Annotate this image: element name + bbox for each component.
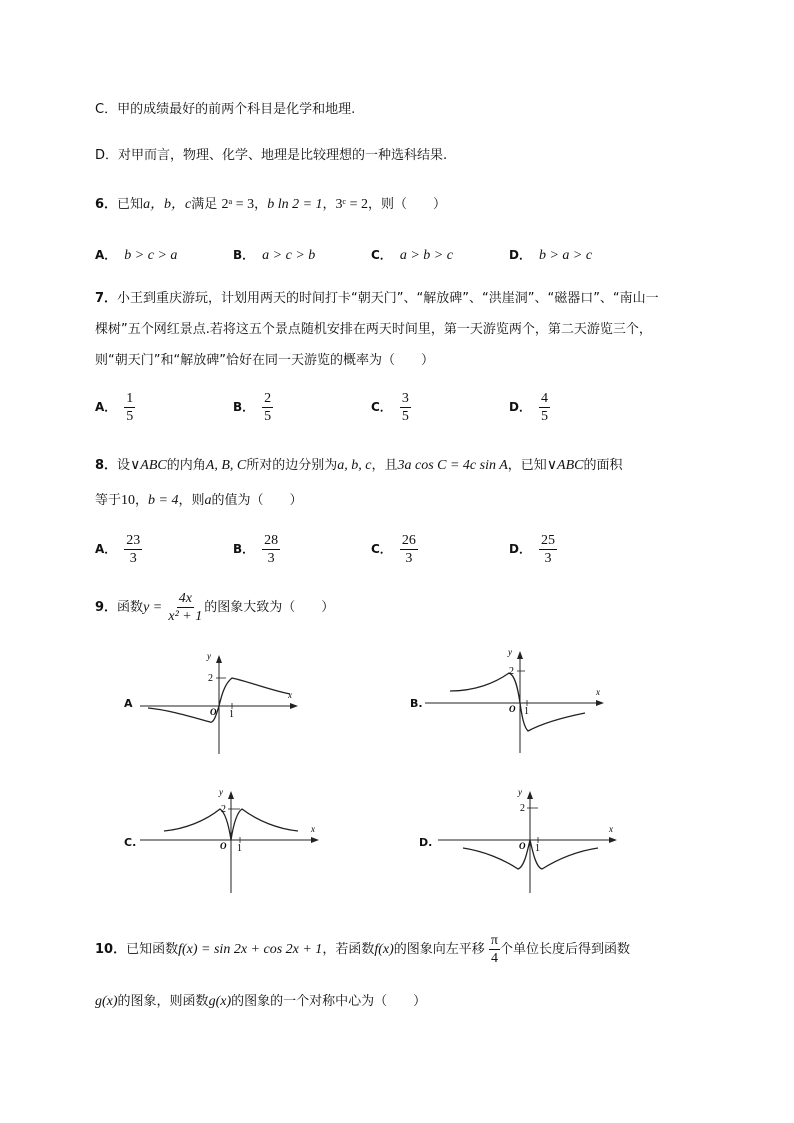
q6-option-b [233, 245, 315, 266]
y-label: y [508, 647, 512, 657]
q9-text: 的图象大致为（ ） [204, 600, 335, 615]
q10-text: 的图象的一个对称中心为（ ） [231, 994, 427, 1009]
denominator: 3 [544, 551, 552, 566]
denominator: 3 [267, 551, 275, 566]
y-label: y [219, 787, 223, 797]
denominator: 5 [264, 409, 272, 424]
option-text: b > a > c [538, 248, 593, 263]
q10-fraction [489, 932, 500, 967]
q8-text: 的面积 [583, 458, 623, 473]
y-tick-label: 2 [509, 666, 514, 677]
q7-line-1 [95, 289, 659, 309]
graph-a-label: A [124, 697, 133, 710]
origin-label: O [519, 841, 526, 851]
x-tick-label: 1 [535, 843, 540, 854]
q9-lhs: y = [143, 600, 163, 615]
fraction [262, 390, 273, 425]
q10-text: 的图象，则函数 [117, 994, 209, 1009]
x-tick-label: 1 [237, 843, 242, 854]
option-label: A． [95, 400, 117, 414]
option-label: D． [509, 400, 531, 414]
q10-function: f(x) = sin 2x + cos 2x + 1 [178, 942, 323, 957]
origin-label: O [220, 841, 227, 851]
q10-line-1 [95, 930, 630, 970]
y-arrow-icon [527, 791, 533, 799]
y-label: y [518, 787, 522, 797]
curve [450, 673, 585, 731]
numerator: 23 [126, 533, 141, 548]
fraction [539, 390, 550, 425]
q8-option-a [95, 532, 142, 567]
numerator: 26 [401, 533, 416, 548]
q10-line-2 [95, 992, 426, 1012]
q6-text-1: 已知 [117, 197, 144, 212]
graph-b-label: B. [410, 697, 423, 710]
q8-equation: 3a cos C = 4c sin A [397, 458, 508, 473]
q7-option-b [233, 390, 273, 425]
graph-a [140, 650, 305, 755]
option-label: B． [233, 248, 255, 262]
fraction [124, 532, 142, 567]
denominator: 5 [401, 409, 409, 424]
denominator: 5 [126, 409, 134, 424]
q8-text: ，则 [178, 493, 205, 508]
q6-option-a [95, 245, 177, 266]
graph-b [425, 645, 610, 755]
q5-option-d: D．对甲而言，物理、化学、地理是比较理想的一种选科结果. [95, 148, 448, 163]
y-arrow-icon [216, 655, 222, 663]
q8-text: ， [135, 493, 149, 508]
q8-b-value: b = 4 [148, 493, 179, 508]
q9-text: 函数 [117, 600, 144, 615]
graph-c-label: C. [124, 836, 137, 849]
y-tick-label: 2 [520, 803, 525, 814]
fraction [400, 532, 418, 567]
q8-number: 8． [95, 458, 118, 473]
numerator: 3 [401, 391, 409, 406]
fraction [124, 390, 135, 425]
option-label: C． [371, 248, 392, 262]
y-tick-label: 2 [221, 804, 226, 815]
x-label: x [311, 824, 315, 834]
q5-option-c: C．甲的成绩最好的前两个科目是化学和地理. [95, 102, 356, 117]
q8-option-b [233, 532, 280, 567]
numerator: 4x [178, 591, 192, 606]
option-label: C． [371, 400, 392, 414]
q6-cond-2: b ln 2 = 1 [267, 197, 323, 212]
q8-triangle: ∨ABC [546, 458, 584, 473]
q6-stem: 6．已知a，b，c满足 2ᵃ = 3，b ln 2 = 1，3ᶜ = 2，则（ ） [95, 197, 447, 212]
q10-text: ，若函数 [322, 942, 375, 957]
x-label: x [596, 687, 600, 697]
q8-line-2 [95, 491, 303, 511]
q8-text: 设 [117, 458, 131, 473]
option-label: B． [233, 542, 255, 556]
q8-text: 的内角 [166, 458, 206, 473]
q10-text: 的图象向左平移 [393, 942, 485, 957]
q6-text-2: 满足 [191, 197, 218, 212]
denominator: 4 [490, 951, 498, 966]
q9-fraction [166, 590, 204, 625]
q6-text-3: ，则（ ） [368, 197, 447, 212]
q7-option-d [509, 390, 550, 425]
q7-number: 7． [95, 291, 118, 306]
q8-triangle: ∨ABC [130, 458, 167, 473]
x-label: x [609, 824, 613, 834]
graph-d-label: D. [419, 836, 433, 849]
q8-text: 所对的边分别为 [246, 458, 338, 473]
q6-option-c [371, 245, 453, 266]
x-arrow-icon [290, 703, 298, 709]
q8-option-d [509, 532, 557, 567]
origin-label: O [210, 707, 217, 717]
q10-text: 个单位长度后得到函数 [500, 942, 631, 957]
denominator: 3 [405, 551, 413, 566]
option-label: A． [95, 248, 117, 262]
fraction [400, 390, 411, 425]
q10-function: g(x) [208, 994, 232, 1009]
q6-cond-1: 2ᵃ = 3 [221, 197, 255, 212]
q6-cond-3: 3ᶜ = 2 [335, 197, 369, 212]
denominator: 5 [540, 409, 548, 424]
q8-area: 10 [121, 493, 136, 508]
x-tick-label: 1 [524, 706, 529, 717]
option-text: b > c > a [124, 248, 178, 263]
q7-line-2: 棵树”五个网红景点.若将这五个景点随机安排在两天时间里，第一天游览两个，第二天游览三个， [95, 322, 652, 337]
y-arrow-icon [228, 791, 234, 799]
q8-option-c [371, 532, 418, 567]
q8-sides: a, b, c [337, 458, 372, 473]
q8-line-1 [95, 456, 623, 476]
option-text: a > b > c [399, 248, 453, 263]
option-label: D． [509, 542, 531, 556]
q8-text: ，且 [371, 458, 398, 473]
q8-text: 等于 [95, 493, 122, 508]
q8-text: 的值为（ ） [211, 493, 303, 508]
q10-function: f(x) [374, 942, 394, 957]
numerator: 4 [540, 391, 548, 406]
q8-angles: A, B, C [205, 458, 247, 473]
q7-option-c [371, 390, 411, 425]
x-arrow-icon [596, 700, 604, 706]
graph-c [140, 785, 325, 895]
y-arrow-icon [517, 651, 523, 659]
denominator: 3 [129, 551, 137, 566]
option-label: C． [371, 542, 392, 556]
y-label: y [207, 651, 211, 661]
q8-a-var: a [204, 493, 212, 508]
option-text: a > c > b [262, 248, 316, 263]
q8-text: ，已知 [507, 458, 547, 473]
q6-option-d [509, 245, 592, 266]
x-tick-label: 1 [229, 709, 234, 720]
q9-number: 9． [95, 600, 118, 615]
x-arrow-icon [311, 837, 319, 843]
numerator: 2 [264, 391, 272, 406]
fraction [539, 532, 557, 567]
option-label: A． [95, 542, 117, 556]
q7-option-a [95, 390, 135, 425]
q7-line-3: 则“朝天门”和“解放碑”恰好在同一天游览的概率为（ ） [95, 353, 434, 368]
q10-function: g(x) [95, 994, 118, 1009]
option-label: B． [233, 400, 255, 414]
numerator: 28 [264, 533, 279, 548]
x-arrow-icon [609, 837, 617, 843]
numerator: π [490, 933, 498, 948]
q9-stem [95, 590, 334, 625]
q7-text-1: 小王到重庆游玩，计划用两天的时间打卡“朝天门”、“解放碑”、“洪崖洞”、“磁器口”、“南山一 [117, 291, 659, 306]
x-label: x [288, 690, 292, 700]
q10-number: 10． [95, 942, 127, 957]
y-tick-label: 2 [208, 673, 213, 684]
numerator: 25 [540, 533, 555, 548]
numerator: 1 [126, 391, 134, 406]
q10-text: 已知函数 [126, 942, 179, 957]
option-label: D． [509, 248, 531, 262]
graph-d [438, 785, 623, 895]
fraction [262, 532, 280, 567]
origin-label: O [509, 704, 516, 714]
denominator: x² + 1 [168, 609, 203, 624]
q6-number: 6． [95, 197, 118, 212]
q6-vars: a，b，c [143, 197, 192, 212]
